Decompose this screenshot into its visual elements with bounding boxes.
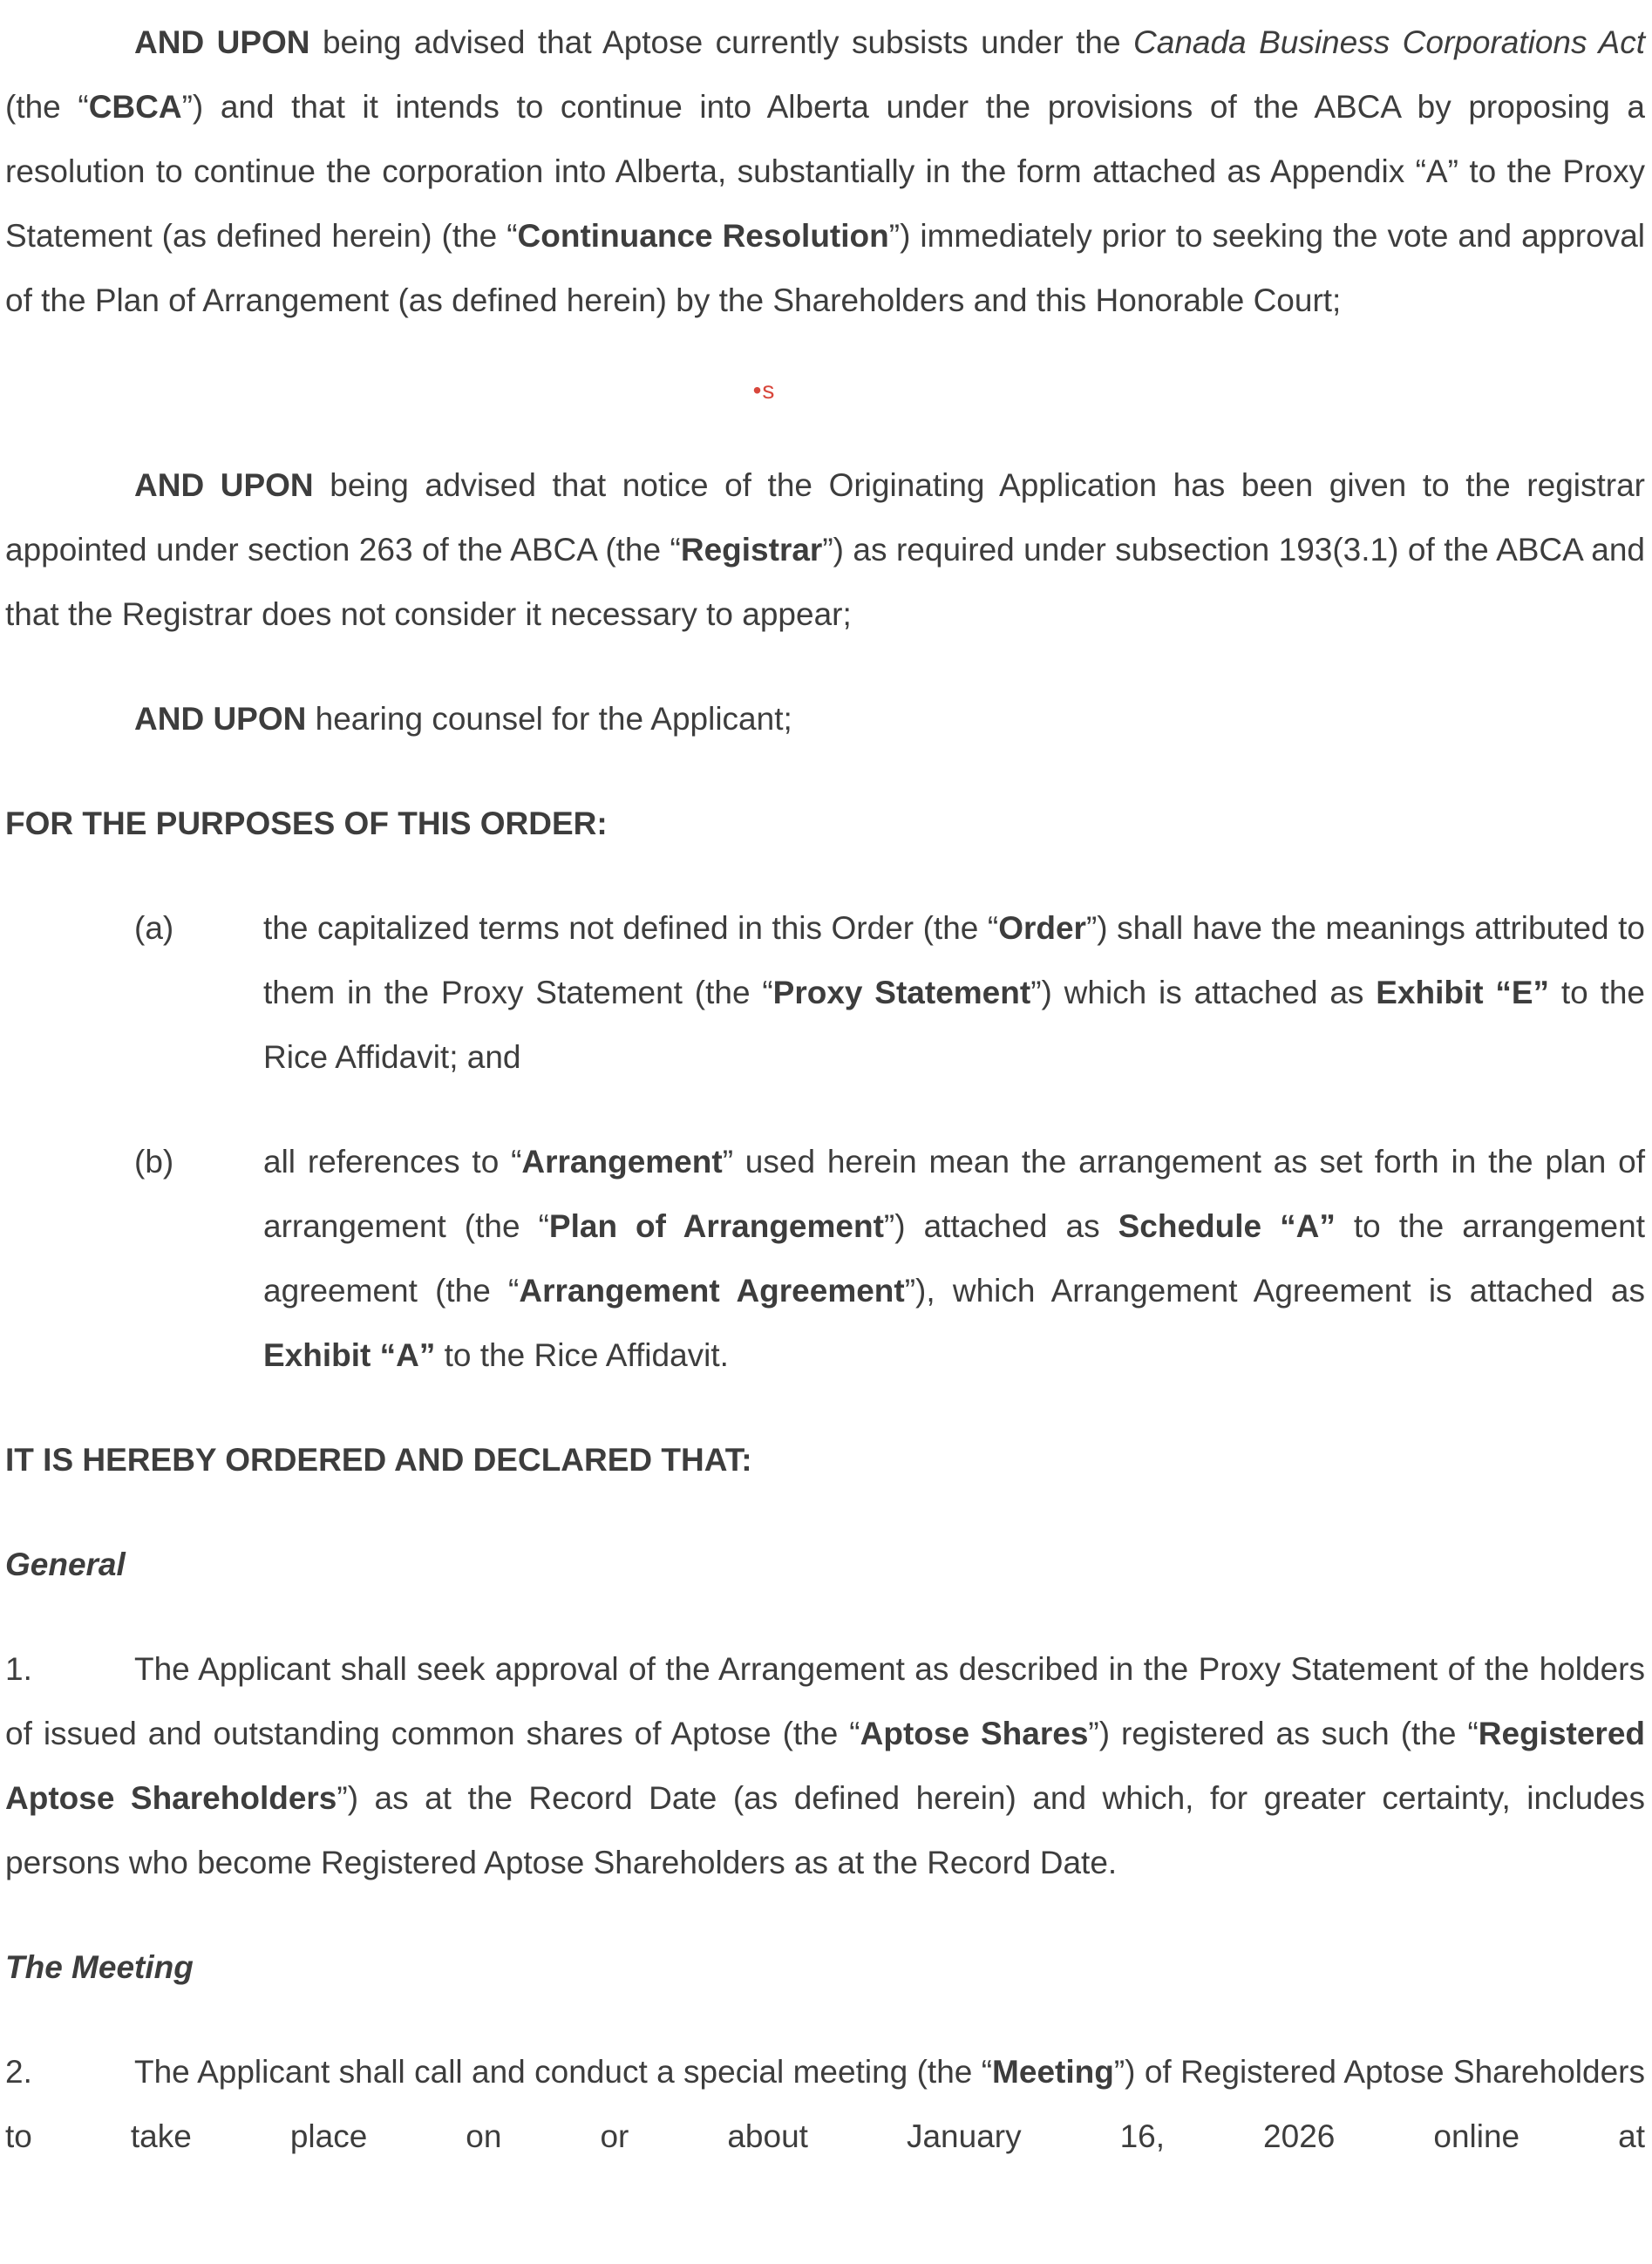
text-run: Canada Business Corporations Act (1133, 24, 1646, 60)
ordered-declared-heading: IT IS HEREBY ORDERED AND DECLARED THAT: (5, 1442, 752, 1478)
order-paragraph-2 (5, 2040, 1645, 2169)
text-run: AND UPON (134, 467, 314, 503)
text-run: to the Rice Affidavit; and (263, 975, 1645, 1075)
text-run: ”), which Arrangement Agreement is attached as (904, 1273, 1645, 1309)
text-run: Registered Aptose Shareholders (5, 1716, 1645, 1816)
text-run: The Applicant shall seek approval of the Arrangement as described in the Proxy Statement of the holders of issued and outstanding common shares of Aptose (the “ (5, 1651, 1645, 1751)
text-run: Exhibit “E” (1376, 975, 1550, 1010)
meeting-subheading: The Meeting (5, 1949, 194, 1985)
item-a-label: (a) (134, 910, 174, 946)
text-run: Schedule “A” (1118, 1208, 1336, 1244)
text-run: The Applicant shall call and conduct a special meeting (the “ (134, 2054, 993, 2090)
text-run: Arrangement Agreement (519, 1273, 905, 1309)
text-run: all references to “ (263, 1144, 522, 1180)
text-run: AND UPON (134, 24, 310, 60)
red-stamp-mark: •s (752, 377, 776, 404)
paragraph-2-text (5, 2054, 1645, 2154)
text-run: (the “ (5, 89, 89, 125)
text-run: ”) which is attached as (1030, 975, 1377, 1010)
text-run: being advised that notice of the Originating Application has been given to the registrar appointed under section 263 of the ABCA (the “ (5, 467, 1645, 568)
purposes-heading: FOR THE PURPOSES OF THIS ORDER: (5, 806, 608, 841)
text-run: Proxy Statement (772, 975, 1031, 1010)
text-run: ”) and that it intends to continue into Alberta under the provisions of the ABCA by proposing a resolution to continue the corporation into Alberta, substantially in the form attached as Appendix “A” to the Proxy Statement (as defined herein) (the “ (5, 89, 1645, 254)
text-run: ” used herein mean the arrangement as set forth in the plan of arrangement (the “ (263, 1144, 1645, 1244)
text-run: to the arrangement agreement (the “ (263, 1208, 1645, 1309)
paragraph-1-text (5, 1651, 1645, 1880)
general-subheading: General (5, 1547, 126, 1582)
text-run: hearing counsel for the Applicant; (306, 701, 792, 737)
text-run: the capitalized terms not defined in this Order (the “ (263, 910, 999, 946)
text-run: ”) as required under subsection 193(3.1) of the ABCA and that the Registrar does not consider it necessary to appear; (5, 532, 1645, 632)
text-run: Plan of Arrangement (548, 1208, 884, 1244)
text-run: Aptose Shares (860, 1716, 1089, 1751)
order-paragraph-1 (5, 1637, 1645, 1895)
text-run: ”) registered as such (the “ (1088, 1716, 1479, 1751)
text-run: being advised that Aptose currently subsists under the (309, 24, 1134, 60)
text-run: ”) attached as (883, 1208, 1118, 1244)
text-run: Continuance Resolution (517, 218, 889, 254)
item-b-text (263, 1144, 1645, 1373)
text-run: ”) of Registered Aptose Shareholders to take place on or about January 16, 2026 online at (5, 2054, 1645, 2154)
recital-counsel-paragraph (5, 687, 1645, 751)
text-run: to the Rice Affidavit. (435, 1337, 729, 1373)
paragraph-2-number: 2. (5, 2054, 32, 2090)
recital-registrar-paragraph (5, 453, 1645, 647)
definition-item-b (5, 1130, 1645, 1388)
text-run: Arrangement (521, 1144, 723, 1180)
definition-item-a (5, 896, 1645, 1090)
item-a-text (263, 910, 1645, 1075)
text-run: ”) shall have the meanings attributed to them in the Proxy Statement (the “ (263, 910, 1645, 1010)
text-run: Exhibit “A” (263, 1337, 436, 1373)
text-run: CBCA (88, 89, 182, 125)
text-run: ”) immediately prior to seeking the vote and approval of the Plan of Arrangement (as defined herein) by the Shareholders and this Honorable Court; (5, 218, 1645, 318)
text-run: Meeting (992, 2054, 1114, 2090)
text-run: Registrar (680, 532, 823, 568)
paragraph-1-number: 1. (5, 1651, 32, 1687)
recital-continuance-paragraph (5, 10, 1645, 333)
text-run: AND UPON (134, 701, 307, 737)
text-run: Order (998, 910, 1086, 946)
text-run: ”) as at the Record Date (as defined herein) and which, for greater certainty, includes persons who become Registered Aptose Shareholders as at the Record Date. (5, 1780, 1645, 1880)
item-b-label: (b) (134, 1144, 174, 1180)
